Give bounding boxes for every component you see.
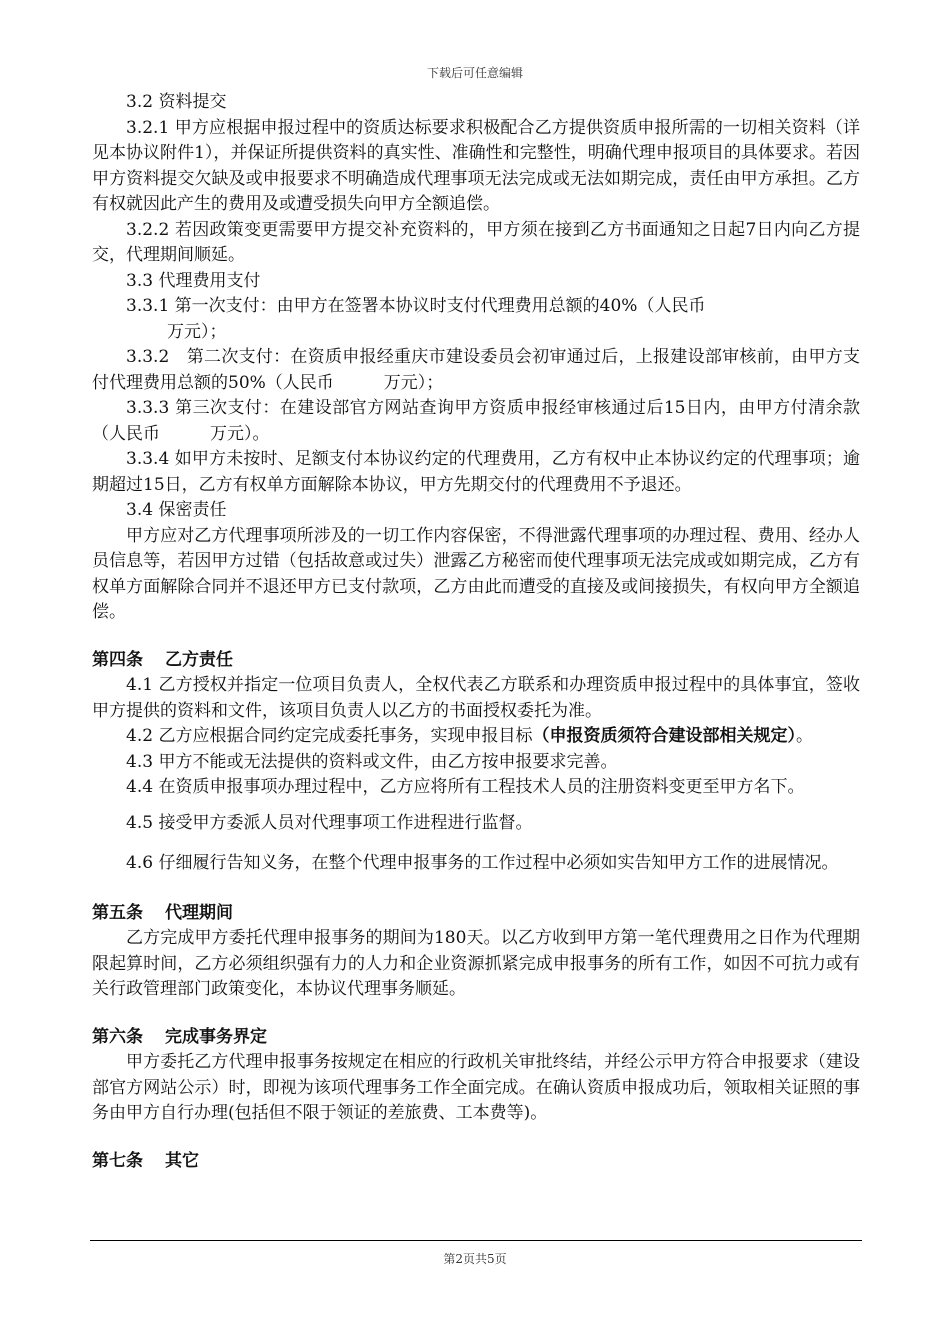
paragraph-3-3-1-line1: 3.3.1 第一次支付：由甲方在签署本协议时支付代理费用总额的40%（人民币: [126, 296, 706, 316]
paragraph-3-4: 甲方应对乙方代理事项所涉及的一切工作内容保密，不得泄露代理事项的办理过程、费用、经办人员信息等，若因甲方过错（包括故意或过失）泄露乙方秘密而使代理事项无法完成或如期完成，乙方有权单方面解除合同并不退还甲方已支付款项，乙方由此而遭受的直接及或间接损失，有权向甲方全额追偿。: [92, 525, 860, 622]
page-footer: 第2页共5页: [443, 1252, 507, 1266]
paragraph-4-2-bold: （申报资质须符合建设部相关规定）: [532, 726, 796, 746]
section-3-3-title: 3.3 代理费用支付: [126, 270, 261, 291]
article-4-title: 乙方责任: [165, 649, 233, 670]
article-7-number: 第七条: [92, 1150, 143, 1171]
paragraph-4-2-end: 。: [795, 726, 813, 746]
article-6-number: 第六条: [92, 1026, 143, 1047]
article-7-title: 其它: [165, 1150, 199, 1171]
paragraph-4-2-text: 4.2 乙方应根据合同约定完成委托事务，实现申报目标: [126, 726, 533, 746]
document-body: [92, 90, 860, 1174]
paragraph-3-3-2-text: 3.3.2 第二次支付：在资质申报经重庆市建设委员会初审通过后，上报建设部审核前，由甲方支付代理费用总额的50%（人民币: [92, 347, 860, 393]
section-3-2-title: 3.2 资料提交: [126, 92, 227, 112]
section-3-4-title: 3.4 保密责任: [126, 500, 227, 520]
paragraph-3-3-3: [92, 396, 860, 447]
article-6-title: 完成事务界定: [165, 1026, 267, 1047]
paragraph-3-3-1-line2: 万元）；: [167, 321, 227, 342]
article-7-heading: [92, 1149, 860, 1175]
paragraph-4-2: [92, 724, 860, 750]
paragraph-4-6: 4.6 仔细履行告知义务，在整个代理申报事务的工作过程中必须如实告知甲方工作的进展情况。: [126, 852, 839, 873]
paragraph-3-2-1: 3.2.1 甲方应根据申报过程中的资质达标要求积极配合乙方提供资质申报所需的一切相关资料（详见本协议附件1），并保证所提供资料的真实性、准确性和完整性，明确代理申报项目的具体要求。若因甲方资料提交欠缺及或申报要求不明确造成代理事项无法完成或无法如期完成，责任由甲方承担。乙方有权就因此产生的费用及或遭受损失向甲方全额追偿。: [92, 117, 860, 214]
page-header: 下载后可任意编辑: [426, 66, 523, 80]
paragraph-4-1: 4.1 乙方授权并指定一位项目负责人，全权代表乙方联系和办理资质申报过程中的具体事宜，签收甲方提供的资料和文件，该项目负责人以乙方的书面授权委托为准。: [92, 675, 860, 721]
article-5-title: 代理期间: [165, 902, 233, 923]
spacer: [92, 626, 860, 648]
paragraph-3-3-3-text: 3.3.3 第三次支付：在建设部官方网站查询甲方资质申报经审核通过后15日内，由甲方付清余款（人民币: [92, 398, 860, 444]
paragraph-4-4: 4.4 在资质申报事项办理过程中，乙方应将所有工程技术人员的注册资料变更至甲方名下。: [126, 777, 805, 797]
paragraph-3-3-2: [92, 345, 860, 396]
article-4-heading: [92, 648, 860, 674]
paragraph-6: 甲方委托乙方代理申报事务按规定在相应的行政机关审批终结，并经公示甲方符合申报要求（建设部官方网站公示）时，即视为该项代理事务工作全面完成。在确认资质申报成功后，领取相关证照的事务由甲方自行办理(包括但不限于领证的差旅费、工本费等)。: [92, 1052, 860, 1123]
spacer: [92, 883, 860, 901]
spacer: [92, 1003, 860, 1025]
article-5-heading: [92, 901, 860, 927]
paragraph-4-3: 4.3 甲方不能或无法提供的资料或文件，由乙方按申报要求完善。: [126, 751, 618, 772]
article-5-number: 第五条: [92, 902, 143, 923]
footer-divider: [90, 1240, 862, 1241]
paragraph-4-5: 4.5 接受甲方委派人员对代理事项工作进程进行监督。: [126, 812, 533, 833]
paragraph-3-3-3-unit: 万元）。: [210, 423, 270, 444]
paragraph-3-2-2: 3.2.2 若因政策变更需要甲方提交补充资料的，甲方须在接到乙方书面通知之日起7日内向乙方提交，代理期间顺延。: [92, 219, 860, 265]
article-6-heading: [92, 1025, 860, 1051]
paragraph-3-3-2-unit: 万元）；: [383, 372, 444, 393]
spacer: [92, 1127, 860, 1149]
paragraph-3-3-4: 3.3.4 如甲方未按时、足额支付本协议约定的代理费用，乙方有权中止本协议约定的代理事项；逾期超过15日，乙方有权单方面解除本协议，甲方先期交付的代理费用不予退还。: [92, 449, 860, 495]
article-4-number: 第四条: [92, 649, 143, 670]
paragraph-5: 乙方完成甲方委托代理申报事务的期间为180天。以乙方收到甲方第一笔代理费用之日作为代理期限起算时间，乙方必须组织强有力的人力和企业资源抓紧完成申报事务的所有工作，如因不可抗力或有关行政管理部门政策变化，本协议代理事务顺延。: [92, 928, 860, 999]
